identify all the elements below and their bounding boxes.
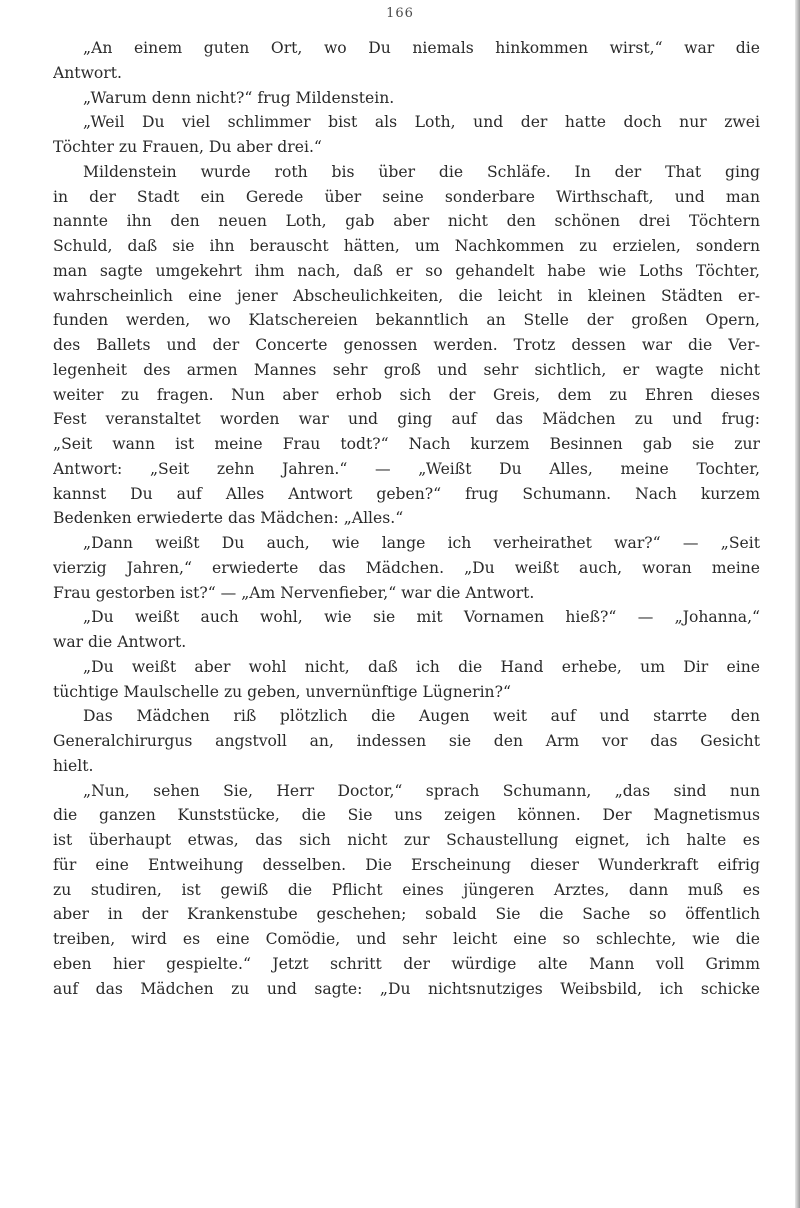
- text-line: Frau gestorben ist?“ — „Am Nervenfieber,“ war die Antwort.: [53, 583, 535, 602]
- text-line: „Dann weißt Du auch, wie lange ich verheirathet war?“ — „Seit: [83, 534, 760, 552]
- text-line: weiter zu fragen. Nun aber erhob sich der Greis, dem zu Ehren dieses: [53, 385, 760, 404]
- text-line: „Du weißt aber wohl nicht, daß ich die Hand erhebe, um Dir eine: [83, 657, 760, 676]
- text-line: „Weil Du viel schlimmer bist als Loth, und der hatte doch nur zwei: [83, 113, 760, 132]
- text-line: vierzig Jahren,“ erwiederte das Mädchen. „Du weißt auch, woran meine: [53, 558, 760, 577]
- text-line: für eine Entweihung desselben. Die Erscheinung dieser Wunderkraft eifrig: [53, 855, 760, 874]
- text-line: Antwort: „Seit zehn Jahren.“ — „Weißt Du Alles, meine Tochter,: [53, 459, 760, 478]
- text-line: legenheit des armen Mannes sehr groß und sehr sichtlich, er wagte nicht: [53, 360, 760, 379]
- page-number: 166: [386, 6, 414, 21]
- scan-edge: [795, 0, 800, 1208]
- text-line: Töchter zu Frauen, Du aber drei.“: [53, 138, 322, 156]
- text-line: des Ballets und der Concerte genossen werden. Trotz dessen war die Ver-: [53, 336, 760, 354]
- body-text: [53, 36, 760, 1001]
- text-line: Fest veranstaltet worden war und ging auf das Mädchen zu und frug:: [53, 410, 760, 429]
- text-line: wahrscheinlich eine jener Abscheulichkeiten, die leicht in kleinen Städten er-: [53, 286, 760, 305]
- text-line: „Du weißt auch wohl, wie sie mit Vornamen hieß?“ — „Johanna,“: [83, 608, 760, 627]
- text-line: tüchtige Maulschelle zu geben, unvernünftige Lügnerin?“: [53, 682, 511, 701]
- text-line: „An einem guten Ort, wo Du niemals hinkommen wirst,“ war die: [83, 39, 760, 57]
- text-line: treiben, wird es eine Comödie, und sehr leicht eine so schlechte, wie die: [53, 930, 760, 948]
- text-line: aber in der Krankenstube geschehen; sobald Sie die Sache so öffentlich: [53, 905, 760, 924]
- text-line: Das Mädchen riß plötzlich die Augen weit auf und starrte den: [83, 707, 760, 726]
- text-line: „Nun, sehen Sie, Herr Doctor,“ sprach Schumann, „das sind nun: [83, 781, 760, 800]
- text-line: eben hier gespielte.“ Jetzt schritt der würdige alte Mann voll Grimm: [53, 954, 760, 973]
- text-line: war die Antwort.: [53, 633, 187, 651]
- text-line: in der Stadt ein Gerede über seine sonderbare Wirthschaft, und man: [53, 187, 760, 206]
- text-line: hielt.: [53, 756, 94, 775]
- text-line: funden werden, wo Klatschereien bekanntlich an Stelle der großen Opern,: [53, 311, 760, 330]
- text-line: ist überhaupt etwas, das sich nicht zur Schaustellung eignet, ich halte es: [53, 831, 760, 849]
- text-line: man sagte umgekehrt ihm nach, daß er so gehandelt habe wie Loths Töchter,: [53, 261, 760, 280]
- text-line: Mildenstein wurde roth bis über die Schläfe. In der That ging: [83, 162, 760, 181]
- text-line: kannst Du auf Alles Antwort geben?“ frug Schumann. Nach kurzem: [53, 484, 760, 503]
- text-line: Generalchirurgus angstvoll an, indessen sie den Arm vor das Gesicht: [53, 732, 760, 750]
- text-line: „Warum denn nicht?“ frug Mildenstein.: [83, 88, 395, 107]
- text-line: Schuld, daß sie ihn berauscht hätten, um Nachkommen zu erzielen, sondern: [53, 237, 760, 255]
- text-line: „Seit wann ist meine Frau todt?“ Nach kurzem Besinnen gab sie zur: [53, 435, 760, 453]
- text-line: Antwort.: [53, 63, 122, 82]
- text-line: die ganzen Kunststücke, die Sie uns zeigen können. Der Magnetismus: [53, 806, 760, 825]
- text-line: nannte ihn den neuen Loth, gab aber nicht den schönen drei Töchtern: [53, 212, 760, 231]
- text-line: zu studiren, ist gewiß die Pflicht eines jüngeren Arztes, dann muß es: [53, 880, 760, 899]
- text-line: Bedenken erwiederte das Mädchen: „Alles.“: [53, 509, 404, 528]
- text-line: auf das Mädchen zu und sagte: „Du nichtsnutziges Weibsbild, ich schicke: [53, 979, 760, 998]
